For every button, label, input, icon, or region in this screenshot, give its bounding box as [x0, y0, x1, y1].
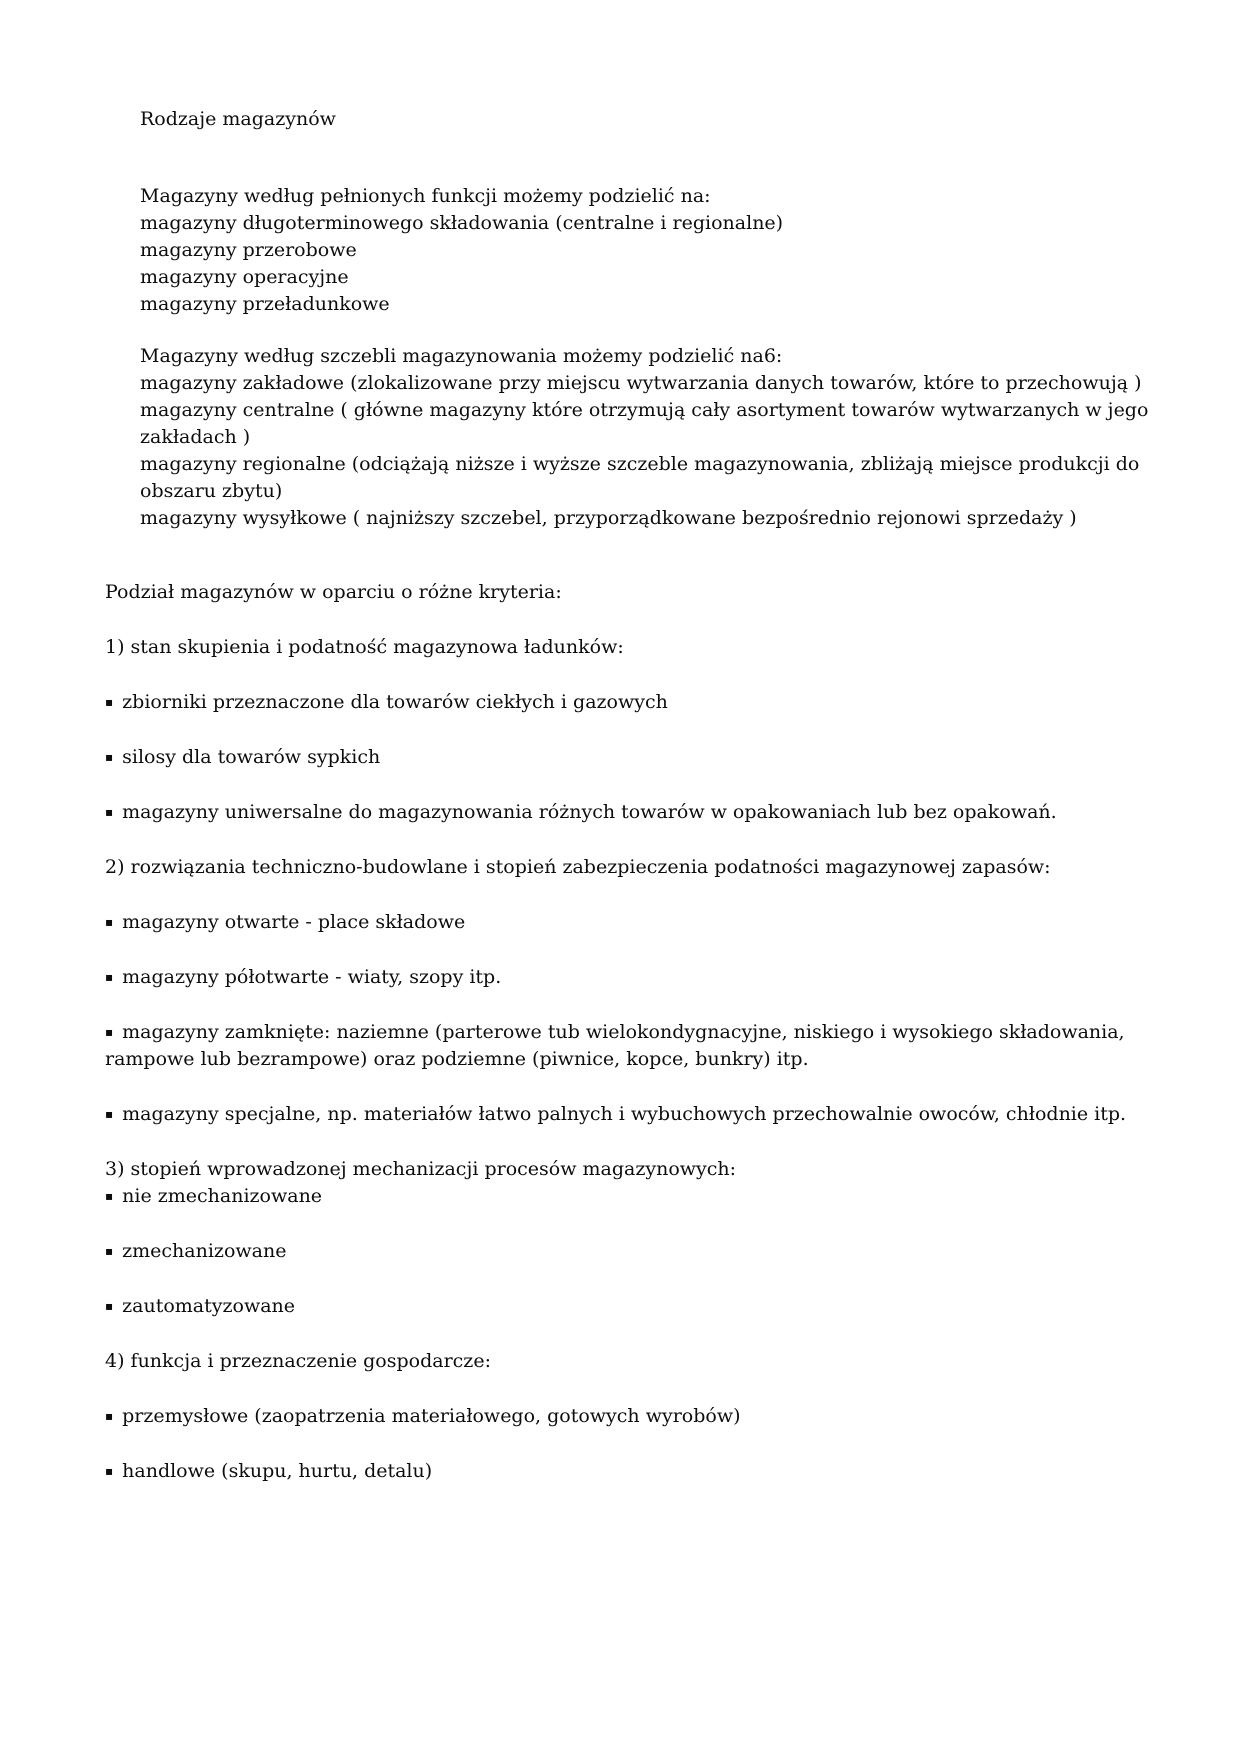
bullet-icon: ▪ [105, 1464, 114, 1478]
bullet-item [105, 744, 1145, 771]
list-item: magazyny wysyłkowe ( najniższy szczebel, przyporządkowane bezpośrednio rejonowi sprzedaży ) [140, 507, 1077, 529]
section-heading: Magazyny według szczebli magazynowania możemy podzielić na6: [140, 345, 783, 367]
bullet-icon: ▪ [105, 805, 114, 819]
bullet-icon: ▪ [105, 1107, 114, 1121]
section-heading: 3) stopień wprowadzonej mechanizacji procesów magazynowych: [105, 1158, 737, 1180]
bullet-icon: ▪ [105, 1409, 114, 1423]
document-title: Rodzaje magazynów [140, 108, 336, 130]
bullet-item [105, 1293, 1145, 1320]
bullet-icon: ▪ [105, 695, 114, 709]
bullet-item [105, 909, 1145, 936]
bullet-item [105, 1019, 1145, 1073]
list-item: magazyny długoterminowego składowania (centralne i regionalne) [140, 212, 784, 234]
bullet-icon: ▪ [105, 1025, 114, 1039]
list-item: magazyny operacyjne [140, 266, 349, 288]
bullet-text: magazyny półotwarte - wiaty, szopy itp. [122, 966, 502, 988]
section-heading: 4) funkcja i przeznaczenie gospodarcze: [105, 1350, 491, 1372]
bullet-text: magazyny uniwersalne do magazynowania różnych towarów w opakowaniach lub bez opakowań. [122, 801, 1057, 823]
bullet-icon: ▪ [105, 750, 114, 764]
bullet-text: silosy dla towarów sypkich [122, 746, 381, 768]
bullet-icon: ▪ [105, 1244, 114, 1258]
bullet-item [105, 1238, 1145, 1265]
section-levels [105, 343, 1180, 532]
bullet-text: handlowe (skupu, hurtu, detalu) [122, 1460, 433, 1482]
bullet-icon: ▪ [105, 1189, 114, 1203]
list-item: magazyny przerobowe [140, 239, 357, 261]
bullet-text: magazyny specjalne, np. materiałów łatwo palnych i wybuchowych przechowalnie owoców, chłodnie itp. [122, 1103, 1127, 1125]
bullet-item [105, 799, 1145, 826]
bullet-text: magazyny otwarte - place składowe [122, 911, 466, 933]
bullet-item [105, 1101, 1145, 1128]
bullet-item [105, 689, 1145, 716]
bullet-item [105, 964, 1145, 991]
bullet-icon: ▪ [105, 915, 114, 929]
section-functions [105, 183, 1180, 318]
bullet-item [105, 1458, 1145, 1485]
bullet-item [105, 1183, 1145, 1210]
list-item: magazyny regionalne (odciążają niższe i wyższe szczeble magazynowania, zbliżają miejsce produkcji do obszaru zbytu) [140, 453, 1140, 502]
bullet-text: nie zmechanizowane [122, 1185, 323, 1207]
bullet-text: zmechanizowane [122, 1240, 287, 1262]
bullet-icon: ▪ [105, 970, 114, 984]
section-heading: 1) stan skupienia i podatność magazynowa ładunków: [105, 636, 624, 658]
criteria-heading: Podział magazynów w oparciu o różne kryteria: [105, 581, 562, 603]
bullet-text: zbiorniki przeznaczone dla towarów ciekłych i gazowych [122, 691, 668, 713]
list-item: magazyny centralne ( główne magazyny które otrzymują cały asortyment towarów wytwarzanych w jego zakładach ) [140, 399, 1149, 448]
section-heading: 2) rozwiązania techniczno-budowlane i stopień zabezpieczenia podatności magazynowej zapasów: [105, 856, 1051, 878]
bullet-text: przemysłowe (zaopatrzenia materiałowego, gotowych wyrobów) [122, 1405, 741, 1427]
bullet-item [105, 1403, 1145, 1430]
bullet-icon: ▪ [105, 1299, 114, 1313]
list-item: magazyny zakładowe (zlokalizowane przy miejscu wytwarzania danych towarów, które to przechowują ) [140, 372, 1142, 394]
list-item: magazyny przeładunkowe [140, 293, 390, 315]
bullet-text: magazyny zamknięte: naziemne (parterowe tub wielokondygnacyjne, niskiego i wysokiego składowania, rampowe lub bezrampowe) oraz podziemne (piwnice, kopce, bunkry) itp. [105, 1021, 1125, 1070]
bullet-text: zautomatyzowane [122, 1295, 296, 1317]
section-heading: Magazyny według pełnionych funkcji możemy podzielić na: [140, 185, 711, 207]
